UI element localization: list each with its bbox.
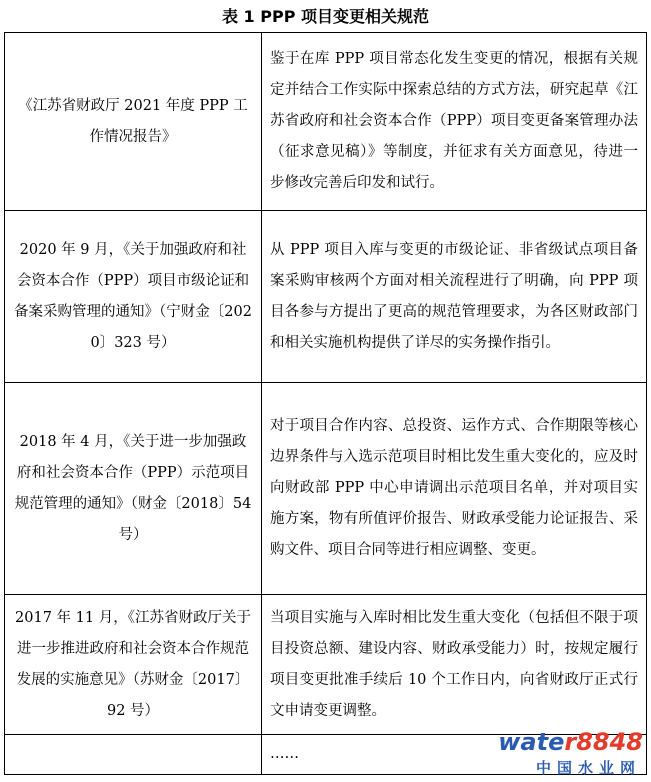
content-cell: 对于项目合作内容、总投资、运作方式、合作期限等核心边界条件与入选示范项目时相比发生重大变化的，应及时向财政部 PPP 中心申请调出示范项目名单，并对项目实施方案，物有所值评价报告、财政承受能力论证报告、采购文件、项目合同等进行相应调整、变更。 (262, 383, 647, 595)
table-title: 表 1 PPP 项目变更相关规范 (221, 7, 430, 26)
content-cell: …… (262, 735, 647, 775)
watermark-site-name: 中国水业网 (535, 759, 641, 777)
regulation-table (4, 32, 647, 775)
content-cell: 当项目实施与入库时相比发生重大变化（包括但不限于项目投资总额、建设内容、财政承受能力）时，按规定履行项目变更批准手续后 10 个工作日内，向省财政厅正式行文申请变更调整。 (262, 595, 647, 735)
source-cell: 2018 年 4 月，《关于进一步加强政府和社会资本合作（PPP）示范项目规范管理的通知》（财金〔2018〕54 号） (5, 383, 262, 595)
watermark-wordmark: water8848 (498, 728, 643, 756)
content-cell: 从 PPP 项目入库与变更的市级论证、非省级试点项目备案采购审核两个方面对相关流程进行了明确，向 PPP 项目各参与方提出了更高的规范管理要求，为各区财政部门和相关实施机构提供了详尽的实务操作指引。 (262, 211, 647, 383)
content-cell: 鉴于在库 PPP 项目常态化发生变更的情况，根据有关规定并结合工作实际中探索总结的方式方法，研究起草《江苏省政府和社会资本合作（PPP）项目变更备案管理办法（征求意见稿）》等制度，并征求有关方面意见，待进一步修改完善后印发和试行。 (262, 33, 647, 211)
site-watermark-logo (498, 728, 643, 778)
table-row (5, 33, 647, 211)
source-cell: 2020 年 9 月，《关于加强政府和社会资本合作（PPP）项目市级论证和备案采购管理的通知》（宁财金〔2020〕323 号） (5, 211, 262, 383)
table-row (5, 211, 647, 383)
table-row (5, 383, 647, 595)
source-cell (5, 735, 262, 775)
table-row (5, 595, 647, 735)
source-cell: 《江苏省财政厅 2021 年度 PPP 工作情况报告》 (5, 33, 262, 211)
source-cell: 2017 年 11 月，《江苏省财政厅关于进一步推进政府和社会资本合作规范发展的实施意见》（苏财金〔2017〕92 号） (5, 595, 262, 735)
